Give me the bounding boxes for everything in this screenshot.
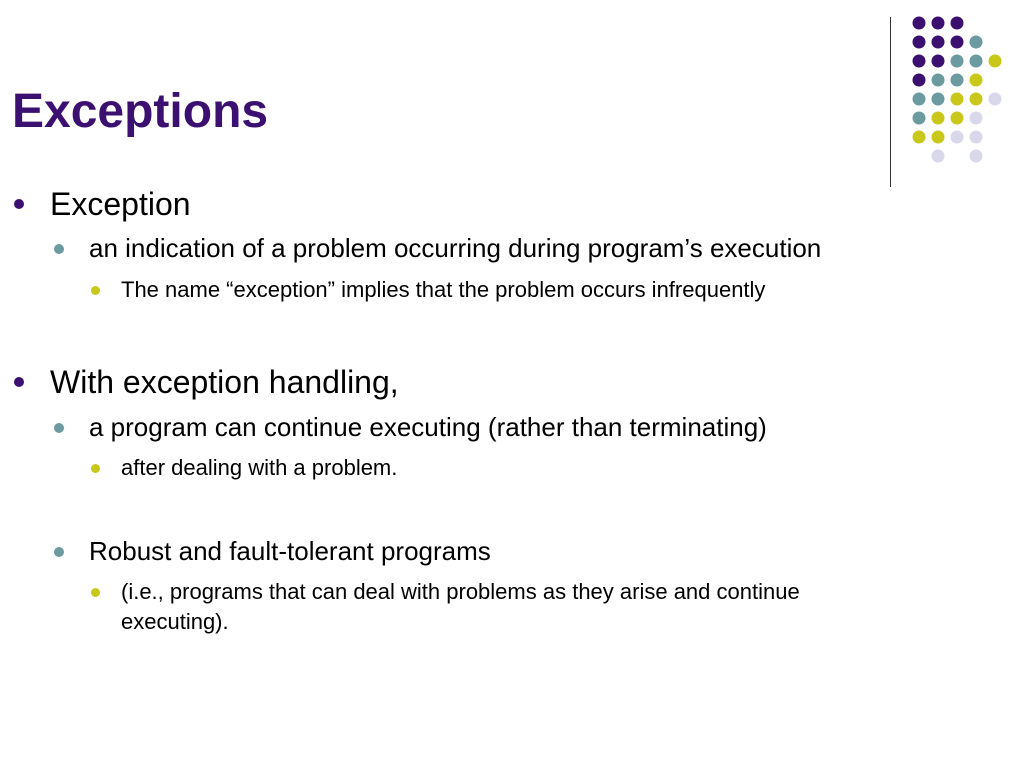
bullet-dot-level1: [14, 199, 24, 209]
bullet-dot-level2: [54, 244, 64, 254]
bullet-text-level2: a program can continue executing (rather than terminating): [89, 412, 767, 442]
decorative-dot: [951, 17, 964, 30]
bullet-text-level3: after dealing with a problem.: [121, 455, 398, 480]
decorative-dot: [970, 74, 983, 87]
decorative-dot: [913, 93, 926, 106]
decorative-dot: [913, 36, 926, 49]
decorative-dot: [951, 55, 964, 68]
bullet-text-level1: Exception: [50, 186, 191, 222]
decorative-dot: [932, 93, 945, 106]
decorative-dot: [951, 93, 964, 106]
bullet-dot-level3: [91, 464, 100, 473]
bullet-dot-level2: [54, 547, 64, 557]
decorative-dot: [932, 55, 945, 68]
bullet-text-level3: The name “exception” implies that the problem occurs infrequently: [121, 277, 766, 302]
decorative-dot: [989, 93, 1002, 106]
decorative-dot: [951, 74, 964, 87]
slide-title: Exceptions: [12, 85, 269, 138]
decorative-dot: [951, 112, 964, 125]
decorative-dot: [932, 17, 945, 30]
decorative-dot: [932, 112, 945, 125]
decorative-dot: [989, 55, 1002, 68]
decorative-dot: [970, 93, 983, 106]
bullet-text-level3: (i.e., programs that can deal with problems as they arise and continue: [121, 579, 800, 604]
bullet-dot-level3: [91, 286, 100, 295]
decorative-dot: [913, 131, 926, 144]
decorative-dot: [913, 74, 926, 87]
bullet-text-level3-continued: executing).: [121, 609, 229, 634]
bullet-dot-level2: [54, 423, 64, 433]
decorative-dot: [932, 150, 945, 163]
decorative-dot: [913, 55, 926, 68]
decorative-dot: [951, 131, 964, 144]
decorative-dot: [951, 36, 964, 49]
decorative-dot: [913, 112, 926, 125]
decorative-dot: [970, 150, 983, 163]
decorative-dot: [913, 17, 926, 30]
decorative-dot: [932, 131, 945, 144]
decorative-dot: [932, 36, 945, 49]
bullet-dot-level1: [14, 377, 24, 387]
bullet-text-level2: Robust and fault-tolerant programs: [89, 536, 491, 566]
decorative-dot: [970, 36, 983, 49]
decorative-dot: [970, 112, 983, 125]
bullet-text-level1: With exception handling,: [50, 364, 399, 400]
decorative-dot: [970, 55, 983, 68]
bullet-dot-level3: [91, 588, 100, 597]
bullet-text-level2: an indication of a problem occurring during program’s execution: [89, 233, 822, 263]
decorative-dot: [970, 131, 983, 144]
decorative-dot: [932, 74, 945, 87]
divider-line: [890, 17, 891, 187]
